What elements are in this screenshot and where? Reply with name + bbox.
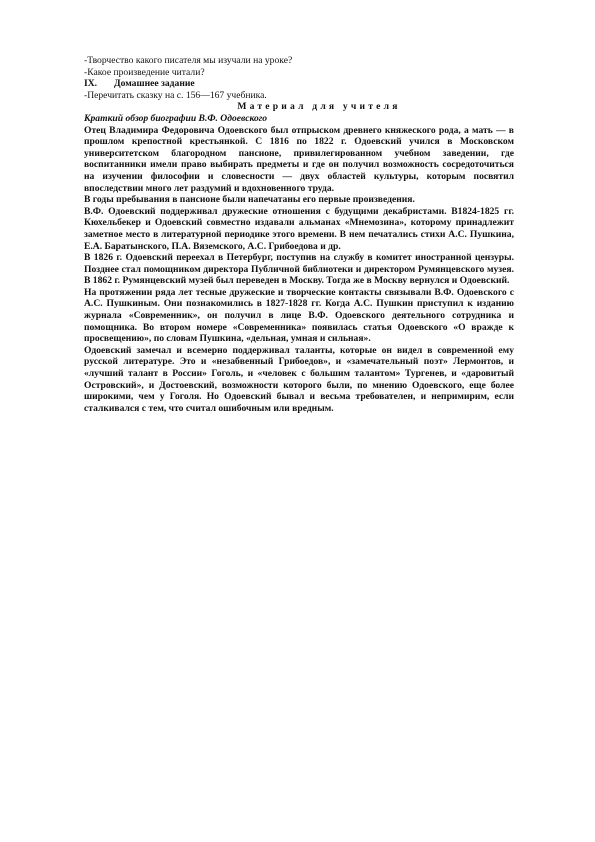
homework-number: IX. bbox=[84, 78, 98, 90]
question-1: -Творчество какого писателя мы изучали на уроке? bbox=[84, 55, 293, 66]
paragraph: Одоевский замечал и всемерно поддерживал таланты, которые он видел в современной ему русской литературе. Это и «незабвенный Грибоедов», и «замечательный поэт» Лермонтов, и «лучший талант в России» Гоголь, и «человек с большим талантом» Тургенев, и «даровитый Островский», и Достоевский, возможности которого были, по мнению Одоевского, еще более широкими, чем у Гоголя. Но Одоевский бывал и весьма требователен, и непримирим, если сталкивался с тем, что считал ошибочным или вредным. bbox=[84, 344, 514, 414]
paragraph: В 1826 г. Одоевский переехал в Петербург, поступив на службу в комитет иностранной цензуры. Позднее стал помощником директора Публичной библиотеки и директором Румянцевского музея. В 1862 г. Румянцевский музей был переведен в Москву. Тогда же в Москву вернулся и Одоевский. bbox=[84, 252, 514, 287]
biography-heading: Краткий обзор биографии В.Ф. Одоевского bbox=[84, 112, 268, 124]
teacher-section-title: Материал для учителя bbox=[237, 101, 401, 113]
paragraph: В годы пребывания в пансионе были напечатаны его первые произведения. bbox=[84, 194, 415, 206]
paragraph: Отец Владимира Федоровича Одоевского был отпрыском древнего княжеского рода, а мать — в прошлом крепостной крестьянкой. С 1816 по 1822 г. Одоевский учился в Московском университетском благородном пансионе, привилегированном учебном заведении, где воспитанники имели право выбирать предметы и где он получил возможность сосредоточиться на изучении философии и словесности — двух областей культуры, которым посвятил впоследствии много лет раздумий и вдохновенного труда. bbox=[84, 124, 514, 194]
page-content bbox=[84, 55, 514, 414]
question-2: -Какое произведение читали? bbox=[84, 66, 205, 78]
paragraph: В.Ф. Одоевский поддерживал дружеские отношения с будущими декабристами. В1824-1825 гг. Кюхельбекер и Одоевский совместно издавали альманах «Мнемозина», которому принадлежит заметное место в литературной периодике этого времени. В нем печатались стихи А.С. Пушкина, Е.А. Баратынского, П.А. Вяземского, А.С. Грибоедова и др. bbox=[84, 205, 514, 252]
homework-title: Домашнее задание bbox=[114, 78, 195, 90]
homework-heading bbox=[84, 78, 514, 90]
homework-text: -Перечитать сказку на с. 156—167 учебника. bbox=[84, 89, 267, 101]
paragraph: На протяжении ряда лет тесные дружеские и творческие контакты связывали В.Ф. Одоевского с А.С. Пушкиным. Они познакомились в 1827-1828 гг. Когда А.С. Пушкин приступил к изданию журнала «Современник», он получил в лице В.Ф. Одоевского деятельного сотрудника и помощника. Во втором номере «Современника» появилась статья Одоевского «О вражде к просвещению», по словам Пушкина, «дельная, умная и сильная». bbox=[84, 286, 514, 345]
